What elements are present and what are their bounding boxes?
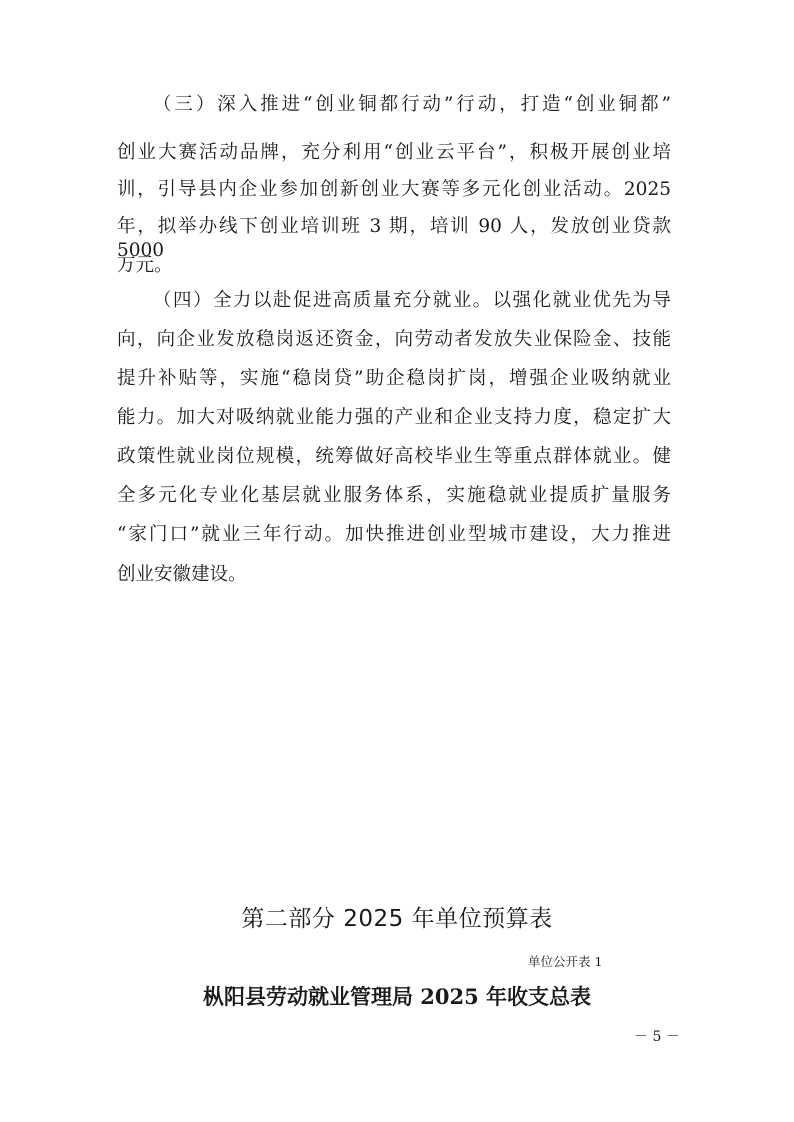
paragraph-three-line-3: 训，引导县内企业参加创新创业大赛等多元化创业活动。2025 (117, 179, 671, 200)
page-number: － 5 － (634, 1029, 680, 1045)
paragraph-three-line-4: 年，拟举办线下创业培训班 3 期，培训 90 人，发放创业贷款 5000 (117, 216, 671, 261)
paragraph-three-line-2: 创业大赛活动品牌，充分利用“创业云平台”，积极开展创业培 (117, 142, 671, 163)
paragraph-four-line-1: （四）全力以赴促进高质量充分就业。以强化就业优先为导 (153, 290, 671, 311)
paragraph-four-line-8: 创业安徽建设。 (117, 564, 247, 585)
paragraph-four-line-4: 能力。加大对吸纳就业能力强的产业和企业支持力度，稳定扩大 (117, 407, 671, 428)
table-tag: 单位公开表 1 (528, 954, 603, 969)
paragraph-three-line-5: 万元。 (117, 255, 173, 276)
paragraph-three-line-1: （三）深入推进“创业铜都行动”行动，打造“创业铜都” (153, 94, 671, 115)
paragraph-four-line-7: “家门口”就业三年行动。加快推进创业型城市建设，大力推进 (117, 524, 671, 545)
paragraph-four-line-2: 向，向企业发放稳岗返还资金，向劳动者发放失业保险金、技能 (117, 329, 671, 350)
table-title: 枞阳县劳动就业管理局 2025 年收支总表 (202, 984, 592, 1009)
paragraph-four-line-5: 政策性就业岗位规模，统筹做好高校毕业生等重点群体就业。健 (117, 446, 671, 467)
paragraph-four-line-6: 全多元化专业化基层就业服务体系，实施稳就业提质扩量服务 (117, 485, 671, 506)
part-two-title: 第二部分 2025 年单位预算表 (241, 906, 553, 932)
paragraph-four-line-3: 提升补贴等，实施“稳岗贷”助企稳岗扩岗，增强企业吸纳就业 (117, 368, 671, 389)
